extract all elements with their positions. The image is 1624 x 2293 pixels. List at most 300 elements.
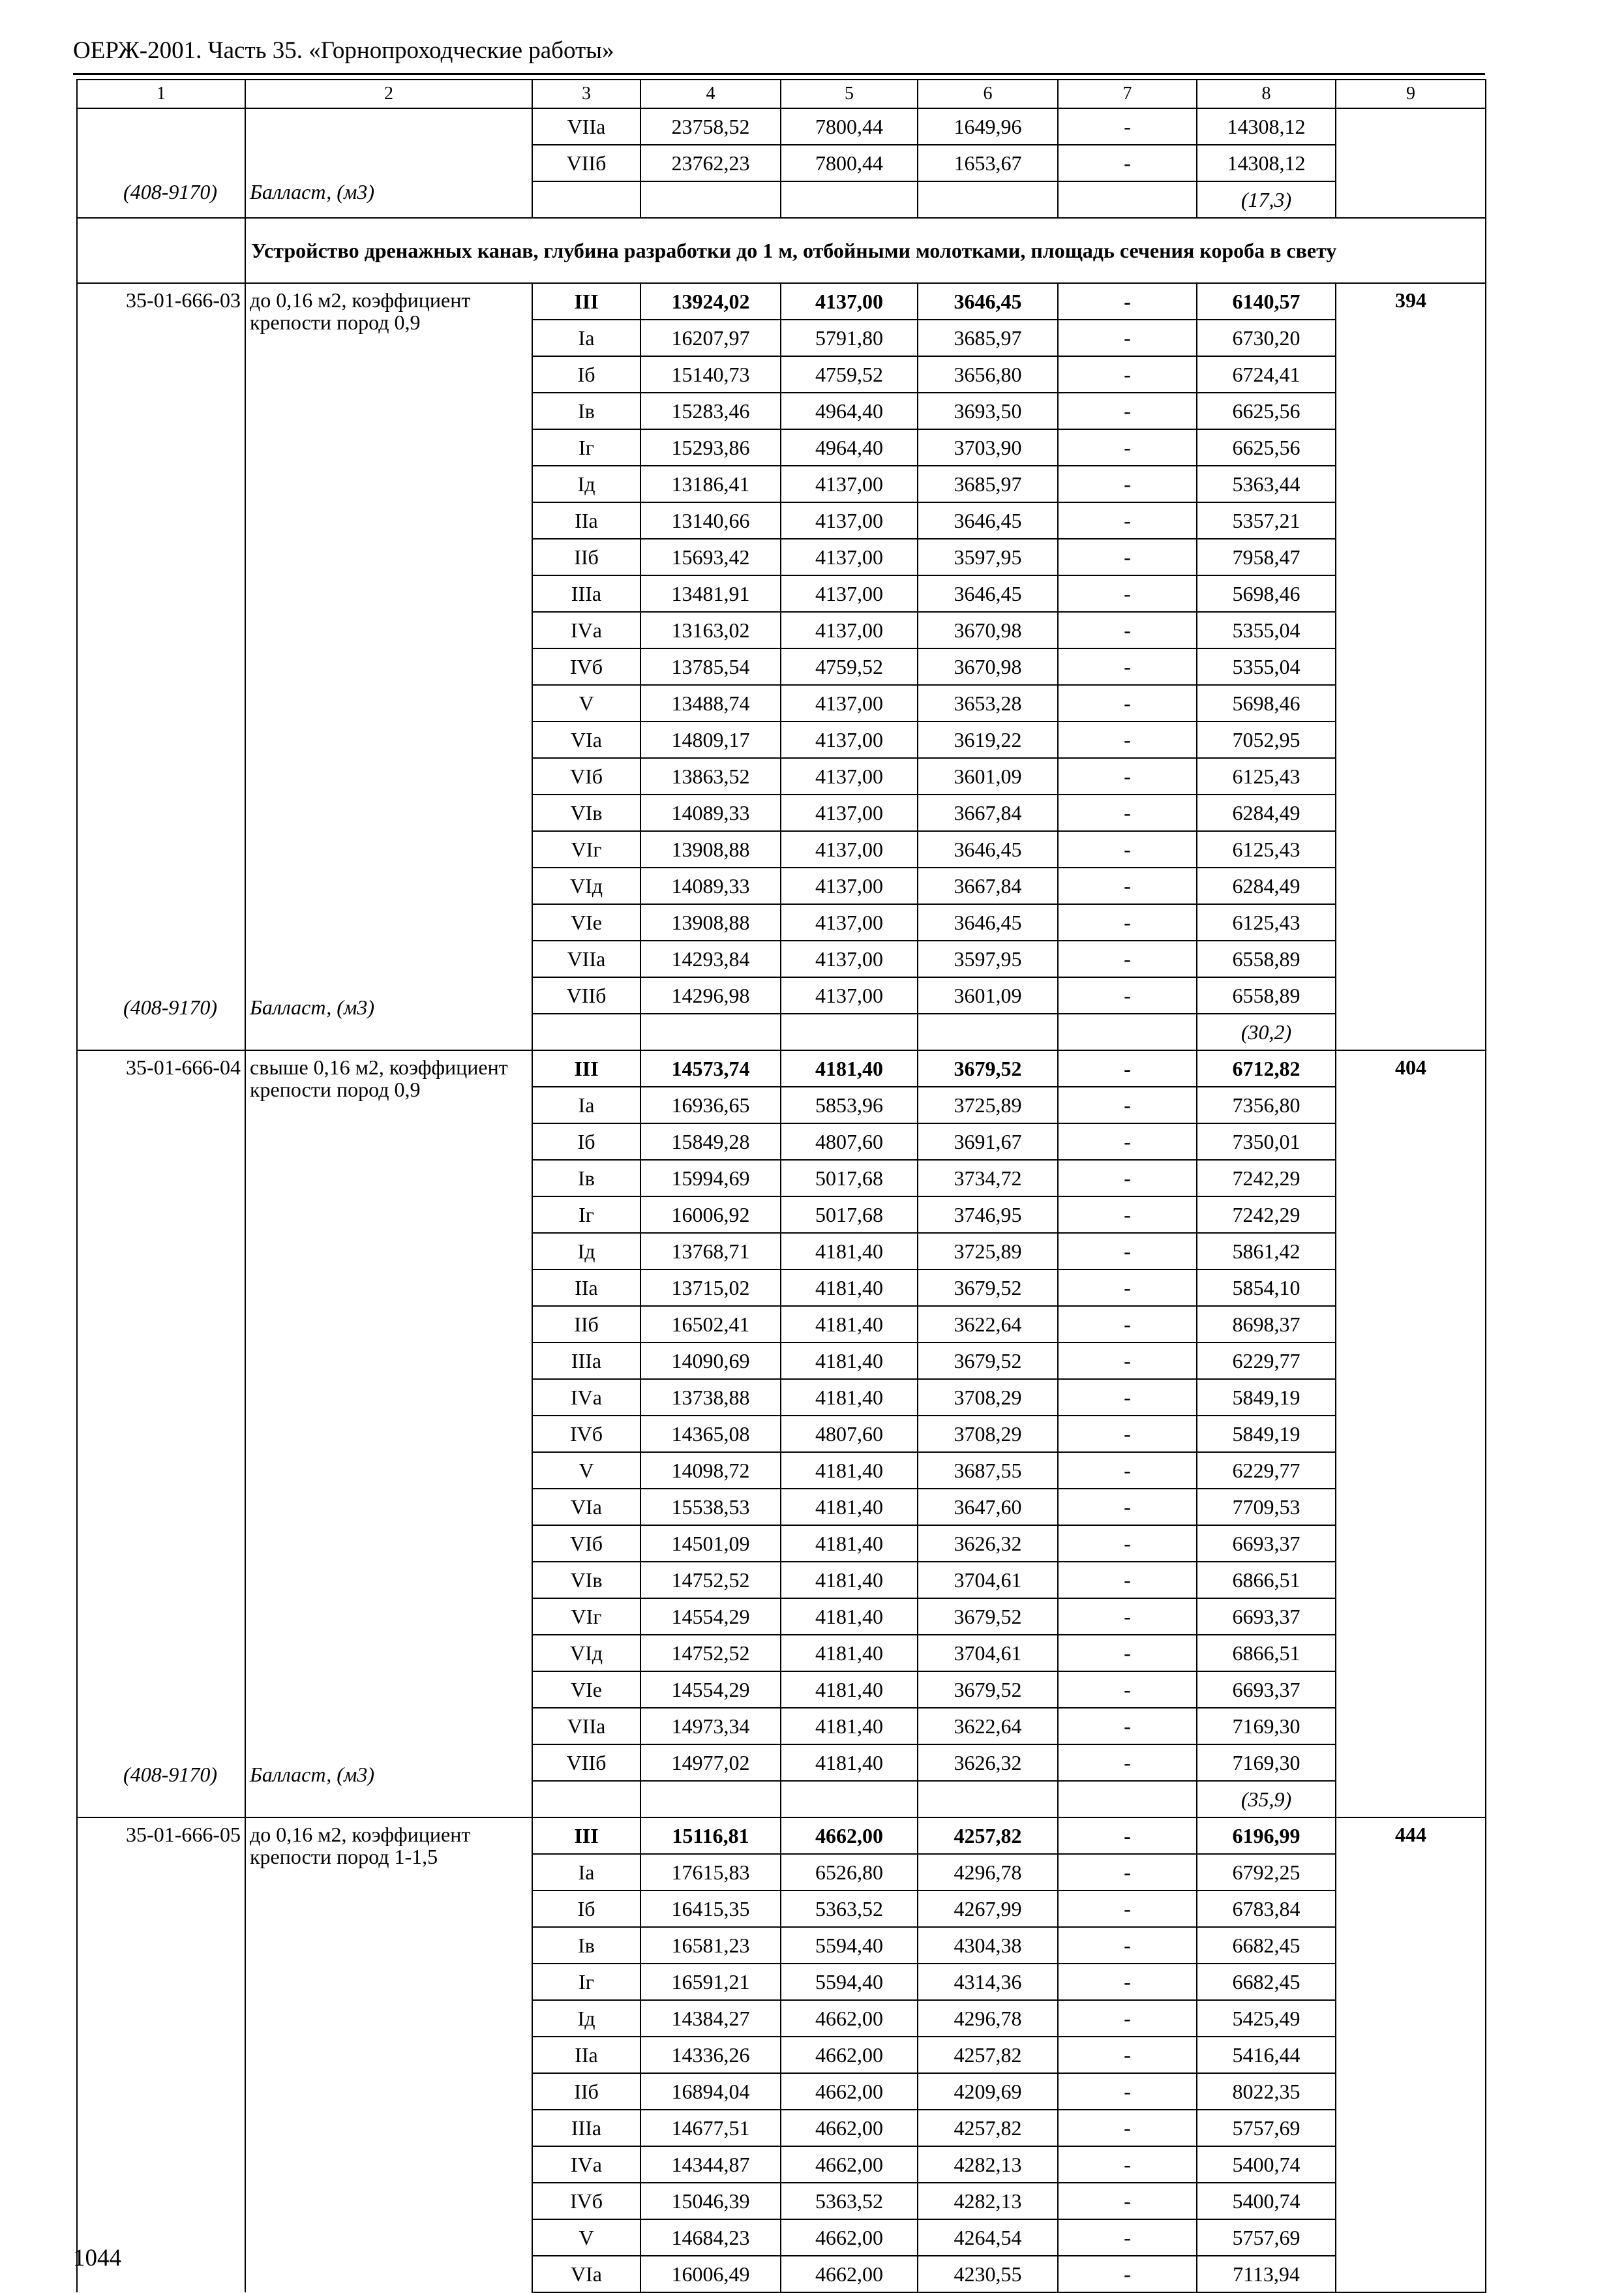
- value-cell: -: [1058, 612, 1197, 648]
- value-cell: 6284,49: [1197, 795, 1336, 831]
- value-cell: 6724,41: [1197, 356, 1336, 393]
- value-cell: 4181,40: [781, 1744, 918, 1781]
- region-cell: V: [532, 2219, 640, 2256]
- table-row: [77, 283, 1486, 320]
- region-cell: VIIа: [532, 108, 640, 145]
- region-cell: IIIа: [532, 575, 640, 612]
- region-cell: VIв: [532, 795, 640, 831]
- value-cell: 4230,55: [918, 2256, 1058, 2292]
- value-cell: 13908,88: [640, 904, 781, 941]
- value-cell: -: [1058, 1964, 1197, 2000]
- value-cell: 6558,89: [1197, 977, 1336, 1014]
- section-title: Устройство дренажных канав, глубина разработки до 1 м, отбойными молотками, площадь сечения короба в свету: [245, 218, 1486, 283]
- value-cell: 6125,43: [1197, 904, 1336, 941]
- value-cell: 3685,97: [918, 320, 1058, 356]
- value-cell: 3687,55: [918, 1452, 1058, 1489]
- value-cell: 15994,69: [640, 1160, 781, 1196]
- value-cell: -: [1058, 1269, 1197, 1306]
- value-cell: -: [1058, 2000, 1197, 2037]
- description-cell: [245, 1817, 532, 2292]
- value-cell: 5791,80: [781, 320, 918, 356]
- value-cell: 15283,46: [640, 393, 781, 429]
- value-cell: 6712,82: [1197, 1050, 1336, 1087]
- value-cell: -: [1058, 2037, 1197, 2073]
- value-cell: 4181,40: [781, 1452, 918, 1489]
- region-cell: III: [532, 283, 640, 320]
- value-cell: 14573,74: [640, 1050, 781, 1087]
- rate-description: до 0,16 м2, коэффициент крепости пород 1-1,5: [250, 1823, 471, 1868]
- value-cell: 8022,35: [1197, 2073, 1336, 2110]
- value-cell: 4137,00: [781, 977, 918, 1014]
- region-cell: III: [532, 1817, 640, 1854]
- value-cell: 6125,43: [1197, 758, 1336, 795]
- value-cell: -: [1058, 1525, 1197, 1562]
- value-cell: 16581,23: [640, 1927, 781, 1964]
- region-cell: VIг: [532, 1598, 640, 1635]
- value-cell: [918, 1781, 1058, 1817]
- value-cell: 5698,46: [1197, 575, 1336, 612]
- value-cell: 4137,00: [781, 502, 918, 539]
- value-cell: 14344,87: [640, 2146, 781, 2183]
- value-cell: 5594,40: [781, 1927, 918, 1964]
- value-cell: 3734,72: [918, 1160, 1058, 1196]
- value-cell: 4662,00: [781, 2000, 918, 2037]
- value-cell: [918, 181, 1058, 218]
- column-number: 8: [1197, 80, 1336, 108]
- region-cell: Iв: [532, 1160, 640, 1196]
- value-cell: 4137,00: [781, 721, 918, 758]
- value-cell: -: [1058, 1562, 1197, 1598]
- value-cell: 16207,97: [640, 320, 781, 356]
- region-cell: IIб: [532, 539, 640, 575]
- value-cell: 14554,29: [640, 1598, 781, 1635]
- region-cell: IVа: [532, 1379, 640, 1416]
- value-cell: 13738,88: [640, 1379, 781, 1416]
- column-number: 1: [77, 80, 245, 108]
- value-cell: 4181,40: [781, 1708, 918, 1744]
- value-cell: -: [1058, 1233, 1197, 1269]
- value-cell: 7242,29: [1197, 1160, 1336, 1196]
- value-cell: -: [1058, 320, 1197, 356]
- value-cell: 3679,52: [918, 1671, 1058, 1708]
- region-cell: [532, 181, 640, 218]
- value-cell: 15538,53: [640, 1489, 781, 1525]
- column-number: 2: [245, 80, 532, 108]
- region-cell: VIе: [532, 904, 640, 941]
- value-cell: -: [1058, 685, 1197, 721]
- value-cell: 3656,80: [918, 356, 1058, 393]
- value-cell: 7350,01: [1197, 1123, 1336, 1160]
- value-cell: 7113,94: [1197, 2256, 1336, 2292]
- value-cell: -: [1058, 831, 1197, 868]
- value-cell: -: [1058, 2073, 1197, 2110]
- rates-table: [76, 79, 1486, 2293]
- value-cell: 14098,72: [640, 1452, 781, 1489]
- value-cell: 6693,37: [1197, 1525, 1336, 1562]
- value-cell: [1058, 1014, 1197, 1050]
- value-cell: 3646,45: [918, 502, 1058, 539]
- value-cell: -: [1058, 1087, 1197, 1123]
- value-cell: -: [1058, 1744, 1197, 1781]
- value-cell: 3601,09: [918, 758, 1058, 795]
- value-cell: -: [1058, 1817, 1197, 1854]
- ballast-value: (35,9): [1197, 1781, 1336, 1817]
- value-cell: 3679,52: [918, 1050, 1058, 1087]
- region-cell: Iб: [532, 1123, 640, 1160]
- value-cell: 4964,40: [781, 429, 918, 466]
- value-cell: 3646,45: [918, 283, 1058, 320]
- region-cell: IIIа: [532, 2110, 640, 2146]
- region-cell: V: [532, 685, 640, 721]
- rate-code: 35-01-666-04: [126, 1055, 241, 1079]
- value-cell: -: [1058, 2219, 1197, 2256]
- value-cell: 14336,26: [640, 2037, 781, 2073]
- region-cell: IVб: [532, 648, 640, 685]
- code-cell: [77, 1817, 245, 2292]
- value-cell: -: [1058, 2256, 1197, 2292]
- table-row: [77, 1817, 1486, 1854]
- value-cell: 4662,00: [781, 2146, 918, 2183]
- value-cell: [1058, 181, 1197, 218]
- value-cell: -: [1058, 1379, 1197, 1416]
- value-cell: -: [1058, 795, 1197, 831]
- value-cell: 3619,22: [918, 721, 1058, 758]
- value-cell: 6866,51: [1197, 1562, 1336, 1598]
- value-cell: 14089,33: [640, 795, 781, 831]
- region-cell: IVб: [532, 1416, 640, 1452]
- value-cell: 3601,09: [918, 977, 1058, 1014]
- value-cell: 4181,40: [781, 1598, 918, 1635]
- value-cell: -: [1058, 466, 1197, 502]
- value-cell: 8698,37: [1197, 1306, 1336, 1343]
- value-cell: 16894,04: [640, 2073, 781, 2110]
- value-cell: 3626,32: [918, 1744, 1058, 1781]
- value-cell: 3704,61: [918, 1635, 1058, 1671]
- value-cell: 3667,84: [918, 868, 1058, 904]
- value-cell: -: [1058, 108, 1197, 145]
- value-cell: 4181,40: [781, 1562, 918, 1598]
- value-cell: -: [1058, 575, 1197, 612]
- value-cell: 15140,73: [640, 356, 781, 393]
- region-cell: VIIа: [532, 1708, 640, 1744]
- value-cell: 5698,46: [1197, 685, 1336, 721]
- region-cell: VIIб: [532, 977, 640, 1014]
- column-number: 4: [640, 80, 781, 108]
- region-cell: VIб: [532, 1525, 640, 1562]
- value-cell: 4137,00: [781, 612, 918, 648]
- value-cell: 1653,67: [918, 145, 1058, 181]
- value-cell: 16502,41: [640, 1306, 781, 1343]
- region-cell: IVа: [532, 612, 640, 648]
- value-cell: 7169,30: [1197, 1708, 1336, 1744]
- region-cell: Iг: [532, 1196, 640, 1233]
- value-cell: 14752,52: [640, 1635, 781, 1671]
- value-cell: 3693,50: [918, 393, 1058, 429]
- value-cell: -: [1058, 2146, 1197, 2183]
- code-cell: [77, 283, 245, 1050]
- value-cell: -: [1058, 1927, 1197, 1964]
- value-cell: 5853,96: [781, 1087, 918, 1123]
- code-cell: [77, 1050, 245, 1817]
- value-cell: -: [1058, 1598, 1197, 1635]
- rate-code: 35-01-666-03: [126, 288, 241, 312]
- region-cell: III: [532, 1050, 640, 1087]
- region-cell: Iб: [532, 1891, 640, 1927]
- col9-cell: [1336, 108, 1486, 218]
- value-cell: 14365,08: [640, 1416, 781, 1452]
- value-cell: 4264,54: [918, 2219, 1058, 2256]
- value-cell: 3597,95: [918, 941, 1058, 977]
- value-cell: 14554,29: [640, 1671, 781, 1708]
- value-cell: 6526,80: [781, 1854, 918, 1891]
- value-cell: 15293,86: [640, 429, 781, 466]
- value-cell: 15849,28: [640, 1123, 781, 1160]
- region-cell: VIа: [532, 721, 640, 758]
- region-cell: IVб: [532, 2183, 640, 2219]
- rate-description: свыше 0,16 м2, коэффициент крепости пород 0,9: [250, 1055, 508, 1101]
- value-cell: 15693,42: [640, 539, 781, 575]
- value-cell: 5849,19: [1197, 1379, 1336, 1416]
- value-cell: -: [1058, 1343, 1197, 1379]
- column-number: 6: [918, 80, 1058, 108]
- value-cell: 16415,35: [640, 1891, 781, 1927]
- value-cell: 5416,44: [1197, 2037, 1336, 2073]
- value-cell: 4209,69: [918, 2073, 1058, 2110]
- value-cell: 5854,10: [1197, 1269, 1336, 1306]
- region-cell: Iд: [532, 466, 640, 502]
- value-cell: 5757,69: [1197, 2219, 1336, 2256]
- region-cell: Iа: [532, 320, 640, 356]
- value-cell: 4257,82: [918, 1817, 1058, 1854]
- value-cell: -: [1058, 1489, 1197, 1525]
- value-cell: 3646,45: [918, 831, 1058, 868]
- region-cell: Iа: [532, 1087, 640, 1123]
- header-rule: [73, 73, 1485, 75]
- value-cell: 5017,68: [781, 1160, 918, 1196]
- value-cell: 4137,00: [781, 283, 918, 320]
- value-cell: 5017,68: [781, 1196, 918, 1233]
- value-cell: 3685,97: [918, 466, 1058, 502]
- value-cell: 5757,69: [1197, 2110, 1336, 2146]
- region-cell: VIд: [532, 1635, 640, 1671]
- value-cell: 4662,00: [781, 2219, 918, 2256]
- value-cell: 3670,98: [918, 612, 1058, 648]
- value-cell: 6284,49: [1197, 868, 1336, 904]
- value-cell: 3622,64: [918, 1708, 1058, 1744]
- value-cell: 13715,02: [640, 1269, 781, 1306]
- rate-description: до 0,16 м2, коэффициент крепости пород 0,9: [250, 288, 471, 334]
- value-cell: [781, 1781, 918, 1817]
- region-cell: IIIа: [532, 1343, 640, 1379]
- value-cell: 4181,40: [781, 1343, 918, 1379]
- col9-cell: 394: [1336, 283, 1486, 1050]
- value-cell: 4137,00: [781, 831, 918, 868]
- value-cell: 4137,00: [781, 904, 918, 941]
- value-cell: [781, 181, 918, 218]
- region-cell: [532, 1781, 640, 1817]
- value-cell: [640, 1781, 781, 1817]
- value-cell: 6229,77: [1197, 1452, 1336, 1489]
- value-cell: 6693,37: [1197, 1598, 1336, 1635]
- value-cell: 4257,82: [918, 2110, 1058, 2146]
- value-cell: 6140,57: [1197, 283, 1336, 320]
- value-cell: 3704,61: [918, 1562, 1058, 1598]
- value-cell: 3679,52: [918, 1343, 1058, 1379]
- value-cell: 13863,52: [640, 758, 781, 795]
- column-number-row: [77, 80, 1486, 108]
- value-cell: 4137,00: [781, 539, 918, 575]
- value-cell: 16591,21: [640, 1964, 781, 2000]
- value-cell: 14090,69: [640, 1343, 781, 1379]
- value-cell: 4282,13: [918, 2183, 1058, 2219]
- resource-label: Балласт, (м3): [250, 995, 375, 1019]
- value-cell: 17615,83: [640, 1854, 781, 1891]
- ballast-value: (17,3): [1197, 181, 1336, 218]
- column-number: 9: [1336, 80, 1486, 108]
- region-cell: IIб: [532, 2073, 640, 2110]
- value-cell: 3653,28: [918, 685, 1058, 721]
- value-cell: 5363,44: [1197, 466, 1336, 502]
- value-cell: 4964,40: [781, 393, 918, 429]
- ballast-value: (30,2): [1197, 1014, 1336, 1050]
- value-cell: 7356,80: [1197, 1087, 1336, 1123]
- region-cell: IIа: [532, 2037, 640, 2073]
- description-cell: [245, 283, 532, 1050]
- value-cell: 4662,00: [781, 2037, 918, 2073]
- value-cell: 7052,95: [1197, 721, 1336, 758]
- value-cell: 3725,89: [918, 1087, 1058, 1123]
- value-cell: 14308,12: [1197, 108, 1336, 145]
- value-cell: 4181,40: [781, 1671, 918, 1708]
- value-cell: 4181,40: [781, 1525, 918, 1562]
- region-cell: VIб: [532, 758, 640, 795]
- value-cell: 6682,45: [1197, 1964, 1336, 2000]
- value-cell: -: [1058, 393, 1197, 429]
- value-cell: 7242,29: [1197, 1196, 1336, 1233]
- value-cell: 3746,95: [918, 1196, 1058, 1233]
- region-cell: VIа: [532, 2256, 640, 2292]
- region-cell: VIа: [532, 1489, 640, 1525]
- value-cell: 4137,00: [781, 685, 918, 721]
- value-cell: 6866,51: [1197, 1635, 1336, 1671]
- value-cell: -: [1058, 283, 1197, 320]
- value-cell: 15046,39: [640, 2183, 781, 2219]
- value-cell: -: [1058, 941, 1197, 977]
- page-header: ОЕРЖ-2001. Часть 35. «Горнопроходческие работы»: [73, 37, 614, 64]
- value-cell: 6625,56: [1197, 429, 1336, 466]
- value-cell: 3646,45: [918, 904, 1058, 941]
- value-cell: 6558,89: [1197, 941, 1336, 977]
- region-cell: VIе: [532, 1671, 640, 1708]
- value-cell: 3647,60: [918, 1489, 1058, 1525]
- value-cell: 6125,43: [1197, 831, 1336, 868]
- table-row: [77, 108, 1486, 145]
- value-cell: 5425,49: [1197, 2000, 1336, 2037]
- value-cell: 23758,52: [640, 108, 781, 145]
- value-cell: 13186,41: [640, 466, 781, 502]
- region-cell: Iб: [532, 356, 640, 393]
- value-cell: 7958,47: [1197, 539, 1336, 575]
- value-cell: 4137,00: [781, 795, 918, 831]
- region-cell: VIд: [532, 868, 640, 904]
- value-cell: -: [1058, 539, 1197, 575]
- value-cell: 7709,53: [1197, 1489, 1336, 1525]
- value-cell: 5400,74: [1197, 2146, 1336, 2183]
- value-cell: 13481,91: [640, 575, 781, 612]
- value-cell: 4181,40: [781, 1635, 918, 1671]
- value-cell: 5849,19: [1197, 1416, 1336, 1452]
- value-cell: -: [1058, 1050, 1197, 1087]
- value-cell: -: [1058, 1196, 1197, 1233]
- value-cell: -: [1058, 1306, 1197, 1343]
- value-cell: -: [1058, 1635, 1197, 1671]
- region-cell: VIв: [532, 1562, 640, 1598]
- column-number: 5: [781, 80, 918, 108]
- value-cell: 3679,52: [918, 1598, 1058, 1635]
- value-cell: -: [1058, 868, 1197, 904]
- value-cell: 14677,51: [640, 2110, 781, 2146]
- value-cell: 3708,29: [918, 1379, 1058, 1416]
- table-row: [77, 1050, 1486, 1087]
- value-cell: [781, 1014, 918, 1050]
- region-cell: IIа: [532, 502, 640, 539]
- value-cell: 5363,52: [781, 2183, 918, 2219]
- value-cell: 4807,60: [781, 1123, 918, 1160]
- value-cell: 15116,81: [640, 1817, 781, 1854]
- value-cell: 14308,12: [1197, 145, 1336, 181]
- value-cell: -: [1058, 1854, 1197, 1891]
- value-cell: 3667,84: [918, 795, 1058, 831]
- value-cell: [1058, 1781, 1197, 1817]
- column-number: 3: [532, 80, 640, 108]
- value-cell: 13488,74: [640, 685, 781, 721]
- value-cell: -: [1058, 356, 1197, 393]
- value-cell: -: [1058, 2183, 1197, 2219]
- value-cell: 4181,40: [781, 1269, 918, 1306]
- description-cell: [245, 108, 532, 218]
- value-cell: [918, 1014, 1058, 1050]
- value-cell: 4662,00: [781, 2110, 918, 2146]
- resource-code: (408-9170): [123, 1763, 217, 1786]
- value-cell: 23762,23: [640, 145, 781, 181]
- col9-cell: 444: [1336, 1817, 1486, 2292]
- column-number: 7: [1058, 80, 1197, 108]
- resource-code: (408-9170): [123, 180, 217, 204]
- value-cell: 4759,52: [781, 356, 918, 393]
- empty-cell: [77, 218, 245, 283]
- value-cell: 3646,45: [918, 575, 1058, 612]
- value-cell: 4137,00: [781, 868, 918, 904]
- value-cell: 4759,52: [781, 648, 918, 685]
- value-cell: 3679,52: [918, 1269, 1058, 1306]
- value-cell: -: [1058, 145, 1197, 181]
- value-cell: -: [1058, 1708, 1197, 1744]
- value-cell: 3626,32: [918, 1525, 1058, 1562]
- value-cell: 4257,82: [918, 2037, 1058, 2073]
- value-cell: -: [1058, 648, 1197, 685]
- value-cell: -: [1058, 721, 1197, 758]
- value-cell: 4662,00: [781, 1817, 918, 1854]
- value-cell: -: [1058, 1416, 1197, 1452]
- value-cell: 5357,21: [1197, 502, 1336, 539]
- resource-label: Балласт, (м3): [250, 1763, 375, 1786]
- value-cell: 3703,90: [918, 429, 1058, 466]
- value-cell: 4304,38: [918, 1927, 1058, 1964]
- value-cell: 4181,40: [781, 1050, 918, 1087]
- description-cell: [245, 1050, 532, 1817]
- value-cell: 4181,40: [781, 1489, 918, 1525]
- value-cell: 4137,00: [781, 758, 918, 795]
